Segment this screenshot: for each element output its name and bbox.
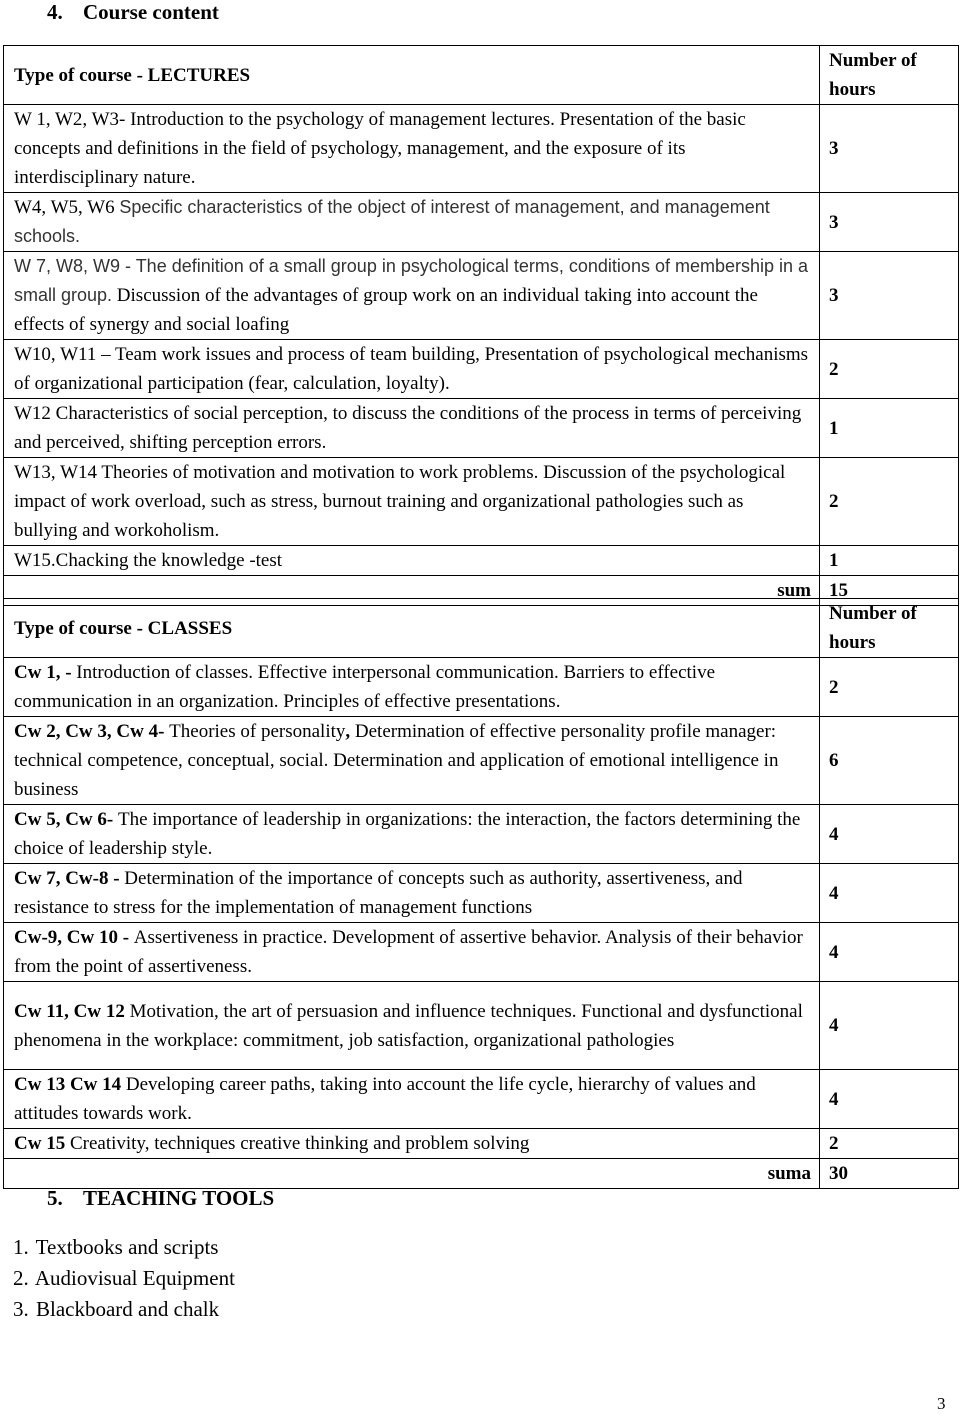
hours-cell: 2: [820, 658, 959, 717]
section-number: 4.: [47, 0, 63, 24]
topic-cell: [4, 1070, 820, 1129]
topic-cell: [4, 193, 820, 252]
table-row: [4, 1070, 959, 1129]
topic-code: Cw 7, Cw-8 -: [14, 868, 125, 889]
hours-header-line1: Number of: [829, 50, 917, 71]
hours-cell: 2: [820, 458, 959, 546]
hours-cell: 4: [820, 805, 959, 864]
table-row: [4, 1129, 959, 1159]
section-heading-teaching-tools: [47, 1186, 274, 1210]
list-item-label: Audiovisual Equipment: [34, 1266, 235, 1290]
sum-value: 15: [820, 576, 959, 606]
list-item-number: 2.: [13, 1266, 29, 1290]
topic-cell: [4, 717, 820, 805]
lectures-table: [3, 45, 959, 606]
topic-code: Cw 11, Cw 12: [14, 1000, 130, 1022]
topic-text: Determination of the importance of concepts such as authority, assertiveness, and resistance to stress for the implementation of management functions: [14, 868, 743, 918]
topic-cell: [4, 982, 820, 1070]
topic-cell: W12 Characteristics of social perception, to discuss the conditions of the process in terms of perceiving and perceived, shifting perception errors.: [4, 399, 820, 458]
hours-cell: 2: [820, 1129, 959, 1159]
list-item-label: Blackboard and chalk: [36, 1297, 220, 1321]
topic-text: Assertiveness in practice. Development of assertive behavior. Analysis of their behavior from the point of assertiveness.: [14, 927, 803, 977]
topic-code: Cw 5, Cw 6-: [14, 809, 118, 830]
table-row: [4, 717, 959, 805]
table-row: [4, 982, 959, 1070]
section-heading-course-content: [47, 0, 219, 24]
topic-cell: [4, 864, 820, 923]
topic-code: W 7, W8, W9 -: [14, 256, 136, 276]
hours-header: [820, 46, 959, 105]
classes-table: [3, 598, 959, 1189]
list-item-label: Textbooks and scripts: [35, 1235, 219, 1259]
hours-cell: 3: [820, 193, 959, 252]
table-row: [4, 864, 959, 923]
topic-text: Creativity, techniques creative thinking and problem solving: [69, 1133, 530, 1154]
topic-text: Developing career paths, taking into account the life cycle, hierarchy of values and attitudes towards work.: [14, 1074, 756, 1124]
topic-cell: W15.Chacking the knowledge -test: [4, 546, 820, 576]
topic-text-continued: Determination of effective personality profile manager: technical competence, conceptual, social. Determination and application of emotional intelligence in business: [14, 721, 779, 800]
sum-label: sum: [4, 576, 820, 606]
topic-cell: W10, W11 – Team work issues and process of team building, Presentation of psychological mechanisms of organizational participation (fear, calculation, loyalty).: [4, 340, 820, 399]
hours-cell: 4: [820, 923, 959, 982]
table-row: [4, 923, 959, 982]
hours-cell: 1: [820, 399, 959, 458]
sum-label: suma: [4, 1159, 820, 1189]
topic-text: Theories of personality: [169, 721, 346, 742]
page-number: 3: [937, 1394, 946, 1413]
sum-value: 30: [820, 1159, 959, 1189]
topic-text: Specific characteristics of the object of interest of management, and management schools.: [14, 197, 770, 246]
table-row: [4, 105, 959, 193]
topic-text-continued: Discussion of the advantages of group work on an individual taking into account the effects of synergy and social loafing: [14, 285, 758, 335]
course-type-label: Type of course - CLASSES: [4, 599, 820, 658]
hours-cell: 3: [820, 252, 959, 340]
topic-code: W4, W5, W6: [14, 197, 120, 218]
hours-cell: 1: [820, 546, 959, 576]
table-row: [4, 252, 959, 340]
topic-cell: [4, 923, 820, 982]
topic-cell: [4, 1129, 820, 1159]
topic-separator: ,: [345, 721, 355, 742]
topic-code: Cw-9, Cw 10 -: [14, 927, 134, 948]
hours-cell: 3: [820, 105, 959, 193]
topic-code: Cw 15: [14, 1133, 70, 1154]
hours-header-line2: hours: [829, 79, 876, 100]
table-row: [4, 546, 959, 576]
teaching-tools-list: [13, 1232, 235, 1325]
hours-cell: 2: [820, 340, 959, 399]
table-header-row: [4, 599, 959, 658]
table-header-row: [4, 46, 959, 105]
hours-cell: 4: [820, 982, 959, 1070]
hours-header-line2: hours: [829, 632, 876, 653]
topic-code: Cw 2, Cw 3, Cw 4-: [14, 721, 170, 742]
hours-cell: 6: [820, 717, 959, 805]
hours-header: [820, 599, 959, 658]
list-item: [13, 1263, 235, 1294]
topic-text: Introduction of classes. Effective interpersonal communication. Barriers to effective communication in an organization. Principles of effective presentations.: [14, 662, 716, 712]
list-item-number: 1.: [13, 1235, 29, 1259]
table-row: [4, 193, 959, 252]
table-row: [4, 805, 959, 864]
topic-text: Motivation, the art of persuasion and influence techniques. Functional and dysfunctional phenomena in the workplace: commitment, job satisfaction, organizational pathologies: [14, 1000, 803, 1051]
table-row: [4, 658, 959, 717]
topic-cell: W 1, W2, W3- Introduction to the psychology of management lectures. Presentation of the basic concepts and definitions in the field of psychology, management, and the exposure of its interdisciplinary nature.: [4, 105, 820, 193]
topic-text: The importance of leadership in organizations: the interaction, the factors determining the choice of leadership style.: [14, 809, 801, 859]
list-item: [13, 1294, 235, 1325]
topic-cell: W13, W14 Theories of motivation and motivation to work problems. Discussion of the psychological impact of work overload, such as stress, burnout training and organizational pathologies such as bullying and workoholism.: [4, 458, 820, 546]
list-item: [13, 1232, 235, 1263]
sum-row: [4, 1159, 959, 1189]
hours-header-line1: Number of: [829, 603, 917, 624]
section-title: TEACHING TOOLS: [83, 1186, 275, 1210]
topic-cell: [4, 252, 820, 340]
topic-text: The definition of a small group in psychological terms, conditions of membership in a small group.: [14, 256, 809, 305]
table-row: [4, 399, 959, 458]
table-row: [4, 458, 959, 546]
list-item-number: 3.: [13, 1297, 29, 1321]
course-type-label: Type of course - LECTURES: [4, 46, 820, 105]
section-title: Course content: [83, 0, 219, 24]
table-row: [4, 340, 959, 399]
topic-code: Cw 13 Cw 14: [14, 1074, 126, 1095]
section-number: 5.: [47, 1186, 63, 1210]
hours-cell: 4: [820, 1070, 959, 1129]
hours-cell: 4: [820, 864, 959, 923]
topic-cell: [4, 658, 820, 717]
topic-cell: [4, 805, 820, 864]
topic-code: Cw 1, -: [14, 662, 77, 683]
